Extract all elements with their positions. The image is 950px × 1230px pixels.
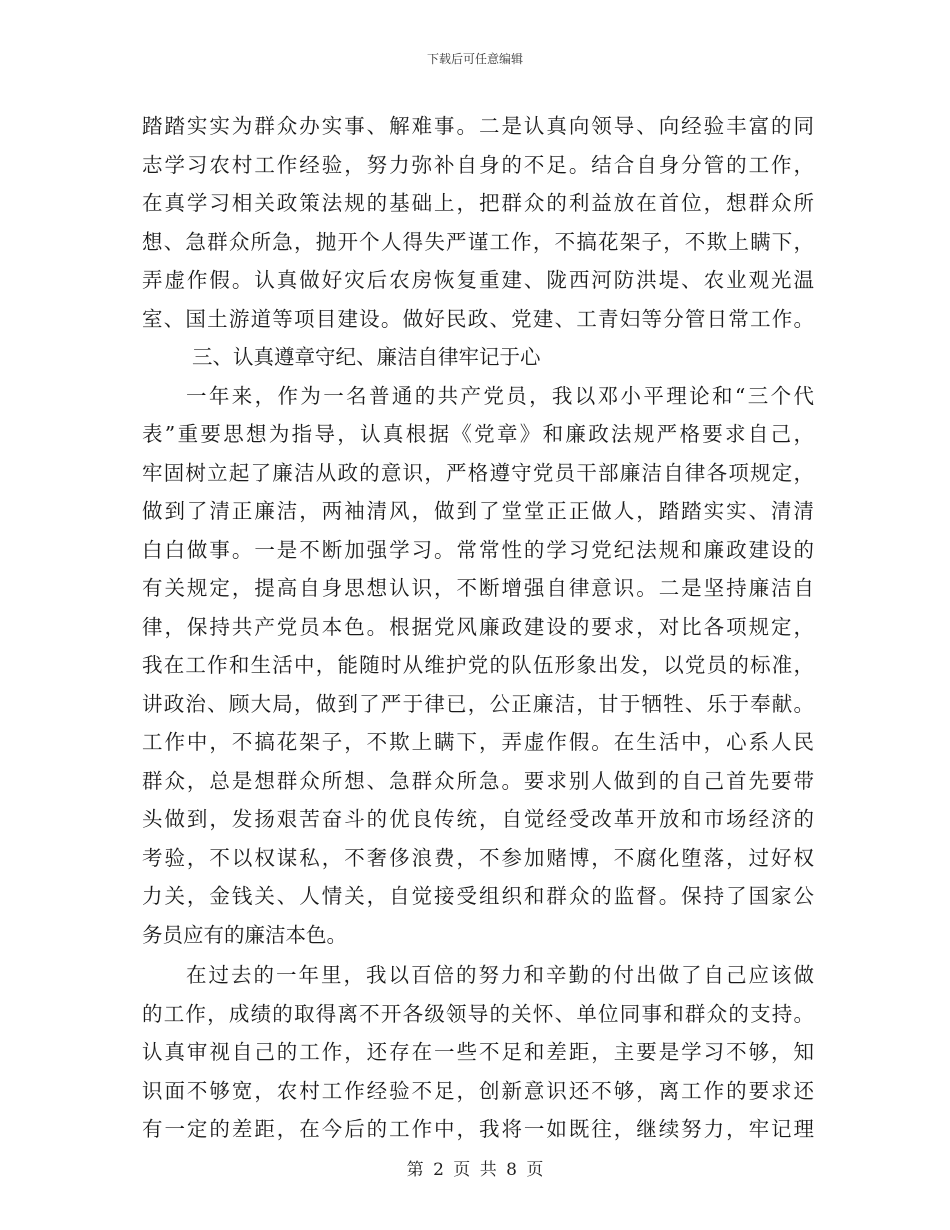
text-line: 做到了清正廉洁，两袖清风，做到了堂堂正正做人，踏踏实实、清清 [142, 499, 814, 523]
section-heading: 三、认真遵章守纪、廉洁自律牢记于心 [192, 345, 541, 369]
text-line: 想、急群众所急，抛开个人得失严谨工作，不搞花架子，不欺上瞒下， [142, 229, 814, 254]
text-line: 在过去的一年里，我以百倍的努力和辛勤的付出做了自己应该做 [186, 963, 814, 987]
text-line: 表”重要思想为指导，认真根据《党章》和廉政法规严格要求自己， [142, 422, 814, 446]
text-line: 白白做事。一是不断加强学习。常常性的学习党纪法规和廉政建设的 [142, 537, 814, 562]
text-line: 律，保持共产党员本色。根据党风廉政建设的要求，对比各项规定， [142, 614, 814, 639]
text-line: 有一定的差距，在今后的工作中，我将一如既往，继续努力，牢记理 [142, 1117, 814, 1141]
text-line: 室、国土游道等项目建设。做好民政、党建、工青妇等分管日常工作。 [142, 306, 814, 331]
text-line: 我在工作和生活中，能随时从维护党的队伍形象出发，以党员的标准， [142, 653, 814, 677]
text-line: 务员应有的廉洁本色。 [142, 922, 347, 947]
text-line: 认真审视自己的工作，还存在一些不足和差距，主要是学习不够，知 [142, 1040, 814, 1064]
text-line: 识面不够宽，农村工作经验不足，创新意识还不够，离工作的要求还 [142, 1078, 814, 1103]
text-line: 考验，不以权谋私，不奢侈浪费，不参加赌博，不腐化堕落，过好权 [142, 845, 814, 870]
header-note: 下载后可任意编辑 [426, 52, 523, 66]
page-number: 第 2 页 共 8 页 [406, 1160, 544, 1180]
text-line: 有关规定，提高自身思想认识，不断增强自律意识。二是坚持廉洁自 [142, 576, 814, 600]
document-body [142, 107, 814, 1149]
text-line: 一年来，作为一名普通的共产党员，我以邓小平理论和“三个代 [186, 383, 814, 408]
text-line: 在真学习相关政策法规的基础上，把群众的利益放在首位，想群众所 [142, 191, 814, 215]
text-line: 工作中，不搞花架子，不欺上瞒下，弄虚作假。在生活中，心系人民 [142, 730, 814, 754]
text-line: 弄虚作假。认真做好灾后农房恢复重建、陇西河防洪堤、农业观光温 [142, 268, 814, 292]
text-line: 讲政治、顾大局，做到了严于律已，公正廉洁，甘于牺牲、乐于奉献。 [142, 691, 814, 716]
text-line: 群众，总是想群众所想、急群众所急。要求别人做到的自己首先要带 [142, 768, 814, 793]
text-line: 牢固树立起了廉洁从政的意识，严格遵守党员干部廉洁自律各项规定， [142, 460, 814, 485]
text-line: 头做到，发扬艰苦奋斗的优良传统，自觉经受改革开放和市场经济的 [142, 807, 814, 831]
text-line: 的工作，成绩的取得离不开各级领导的关怀、单位同事和群众的支持。 [142, 1001, 814, 1026]
text-line: 踏踏实实为群众办实事、解难事。二是认真向领导、向经验丰富的同 [142, 114, 814, 138]
text-line: 志学习农村工作经验，努力弥补自身的不足。结合自身分管的工作， [142, 152, 814, 177]
text-line: 力关，金钱关、人情关，自觉接受组织和群众的监督。保持了国家公 [142, 884, 814, 908]
